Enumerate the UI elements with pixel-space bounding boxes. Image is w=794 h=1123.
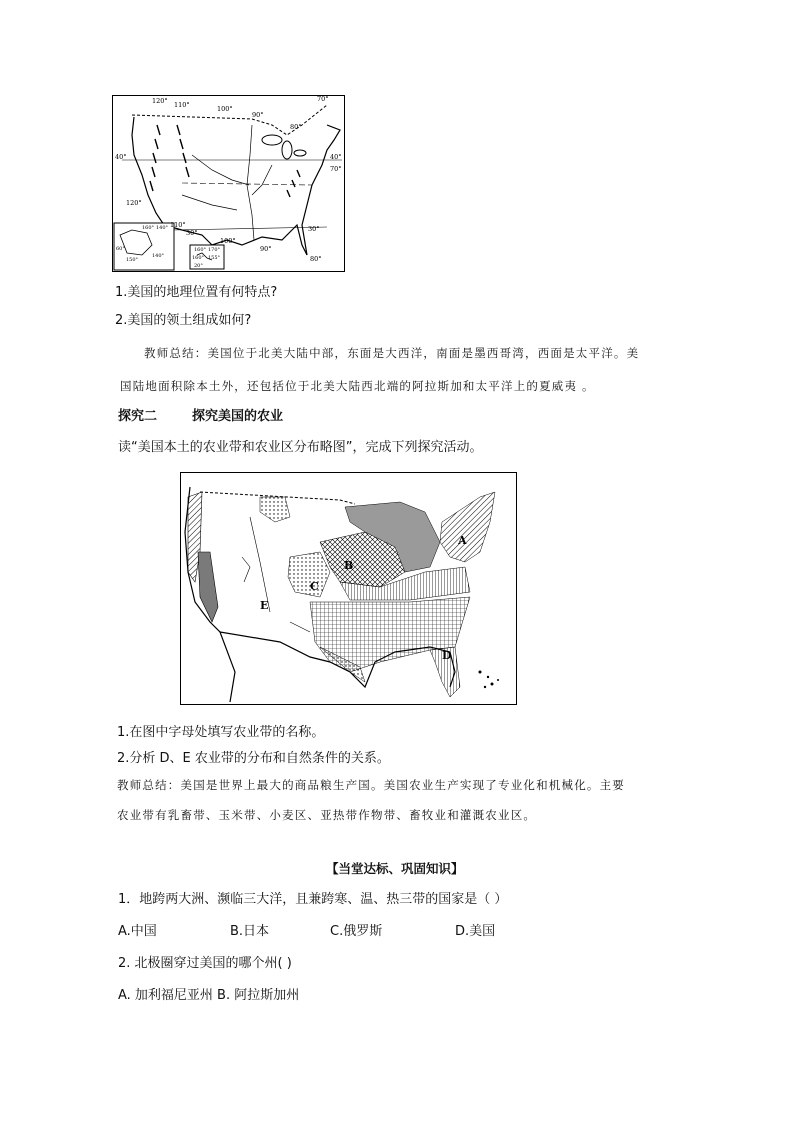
- exercise-q2-options: A. 加利福尼亚州 B. 阿拉斯加州: [118, 988, 300, 1003]
- section-heading-number: 探究二: [118, 409, 158, 424]
- map-letter-b: B: [344, 559, 354, 572]
- graticule-label: 30°: [186, 229, 198, 237]
- graticule-label: 120°: [152, 97, 168, 105]
- graticule-label: 90°: [252, 111, 264, 119]
- teacher-summary-2-line2: 农业带有乳畜带、玉米带、小麦区、亚热带作物带、畜牧业和灌溉农业区。: [117, 808, 537, 822]
- map-letter-e: E: [260, 599, 269, 612]
- question-fill-belts: 1.在图中字母处填写农业带的名称。: [117, 725, 325, 740]
- inset-label: 20°: [194, 263, 203, 269]
- exercise-q1-option-b: B.日本: [230, 924, 270, 939]
- graticule-label: 80°: [290, 123, 302, 131]
- map-letter-a: A: [458, 534, 467, 547]
- question-location-features: 1.美国的地理位置有何特点?: [115, 285, 278, 300]
- graticule-label: 40°: [115, 153, 127, 161]
- graticule-label: 110°: [174, 101, 190, 109]
- map-letter-c: C: [310, 580, 319, 593]
- inset-label: 155°: [208, 255, 221, 261]
- exercise-q1-option-c: C.俄罗斯: [330, 924, 383, 939]
- inset-label: 150°: [126, 257, 139, 263]
- usa-location-map: [112, 95, 356, 275]
- inset-label: 160°: [142, 225, 155, 231]
- inset-label: 60°: [116, 246, 125, 252]
- graticule-label: 100°: [217, 105, 233, 113]
- exercise-q1-option-a: A.中国: [118, 924, 157, 939]
- graticule-label: 100°: [220, 237, 236, 245]
- section-heading-title: 探究美国的农业: [192, 409, 284, 424]
- inset-label: 140°: [152, 253, 165, 259]
- exercise-q1: 1．地跨两大洲、濒临三大洋，且兼跨寒、温、热三带的国家是（ ）: [118, 892, 508, 907]
- section-intro: 读“美国本土的农业带和农业区分布略图”，完成下列探究活动。: [118, 440, 483, 455]
- question-analyze-d-e: 2.分析 D、E 农业带的分布和自然条件的关系。: [117, 751, 390, 766]
- usa-agriculture-map: [180, 472, 518, 706]
- question-territory-composition: 2.美国的领土组成如何?: [115, 313, 252, 328]
- teacher-summary-2-line1: 教师总结：美国是世界上最大的商品粮生产国。美国农业生产实现了专业化和机械化。主要: [117, 778, 625, 792]
- inset-label: 170°: [208, 247, 221, 253]
- exercise-title: 【当堂达标、巩固知识】: [326, 861, 464, 876]
- graticule-label: 30°: [308, 225, 320, 233]
- exercise-q2: 2. 北极圈穿过美国的哪个州( ): [118, 956, 292, 971]
- teacher-summary-1-line2: 国陆地面积除本土外，还包括位于北美大陆西北端的阿拉斯加和太平洋上的夏威夷 。: [120, 379, 595, 393]
- exercise-q1-option-d: D.美国: [455, 924, 496, 939]
- inset-label: 140°: [156, 225, 169, 231]
- graticule-label: 80°: [310, 255, 322, 263]
- graticule-label: 110°: [170, 221, 186, 229]
- teacher-summary-1-line1: 教师总结：美国位于北美大陆中部，东面是大西洋，南面是墨西哥湾，西面是太平洋。美: [144, 346, 640, 360]
- graticule-label: 120°: [126, 199, 142, 207]
- graticule-label: 90°: [260, 245, 272, 253]
- graticule-label: 70°: [317, 95, 329, 103]
- graticule-label: 70°: [330, 165, 342, 173]
- graticule-label: 40°: [330, 153, 342, 161]
- inset-label: 160°: [192, 255, 205, 261]
- map-letter-d: D: [442, 649, 452, 662]
- inset-label: 160°: [194, 247, 207, 253]
